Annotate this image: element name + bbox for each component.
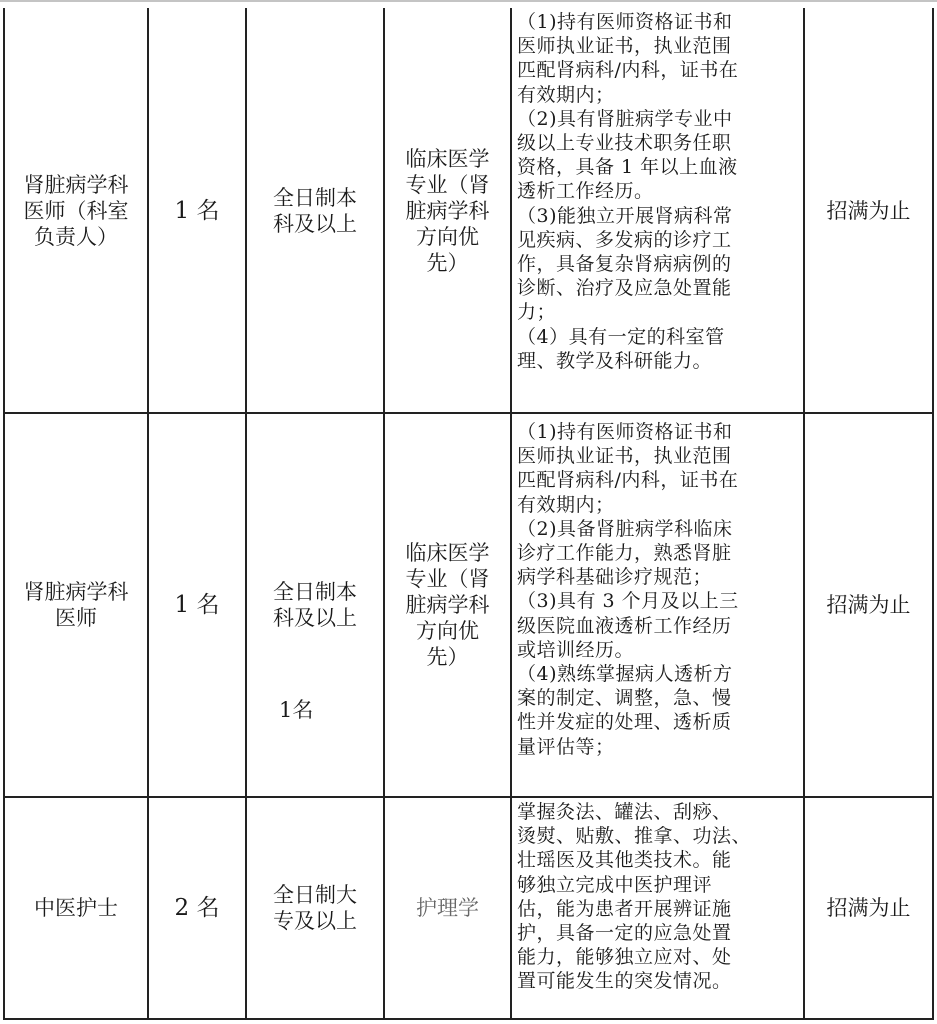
table-row-1-position: 肾脏病学科 医师（科室 负责人） <box>23 172 129 249</box>
table-row-2-education-extra: 1名 <box>279 698 314 722</box>
table-row-3-deadline: 招满为止 <box>826 896 911 920</box>
requirement-3: （3)具有 3 个月及以上三 级医院血液透析工作经历 或培训经历。 <box>517 590 739 661</box>
table-row-1-requirements <box>517 10 803 373</box>
requirement-1: 掌握灸法、罐法、刮痧、 烫熨、贴敷、推拿、功法、 壮瑶医及其他类技术。能 够独立完成中医护理评 估，能为患者开展辨证施 护，具备一定的应急处置 能力，能够独立应对、处 置可能发生的突发情况。 <box>517 801 752 993</box>
table-row-2-count: 1 名 <box>174 592 220 618</box>
requirement-1: （1)持有医师资格证书和 医师执业证书，执业范围 匹配肾病科/内科，证书在 有效期内； <box>517 11 739 106</box>
table-row-3-education: 全日制大 专及以上 <box>273 883 357 933</box>
table-row-2-position: 肾脏病学科 医师 <box>23 580 129 630</box>
table-row-2-requirements <box>517 420 803 759</box>
requirement-4: （4)熟练掌握病人透析方 案的制定、调整，急、慢 性并发症的处理、透析质 量评估等； <box>517 663 733 758</box>
table-row-3-major: 护理学 <box>416 896 479 920</box>
table-row-1-education: 全日制本 科及以上 <box>273 185 357 236</box>
table-row-1-deadline: 招满为止 <box>826 198 911 223</box>
table-row-3-requirements <box>517 800 803 994</box>
table-row-2-deadline: 招满为止 <box>826 593 911 617</box>
requirement-1: （1)持有医师资格证书和 医师执业证书，执业范围 匹配肾病科/内科，证书在 有效期内； <box>517 421 739 516</box>
table-row-1-major: 临床医学 专业（肾 脏病学科 方向优 先） <box>405 146 490 275</box>
requirement-3: （3)能独立开展肾病科常 见疾病、多发病的诊疗工 作，具备复杂肾病病例的 诊断、治疗及应急处置能 力； <box>517 204 733 324</box>
table-row-3-count: 2 名 <box>174 895 220 921</box>
table-row-1-count: 1 名 <box>174 197 220 224</box>
requirement-2: （2)具备肾脏病学科临床 诊疗工作能力，熟悉肾脏 病学科基础诊疗规范； <box>517 517 733 589</box>
table-row-3-position: 中医护士 <box>34 896 118 920</box>
requirement-4: （4）具有一定的科室管 理、教学及科研能力。 <box>517 325 725 372</box>
requirement-2: （2)具有肾脏病学专业中 级以上专业技术职务任职 资格，具备 1 年以上血液 透析工作经历。 <box>517 107 738 203</box>
table-row-2-education: 全日制本 科及以上 <box>273 580 357 630</box>
table-row-2-major: 临床医学 专业（肾 脏病学科 方向优 先） <box>405 541 490 669</box>
